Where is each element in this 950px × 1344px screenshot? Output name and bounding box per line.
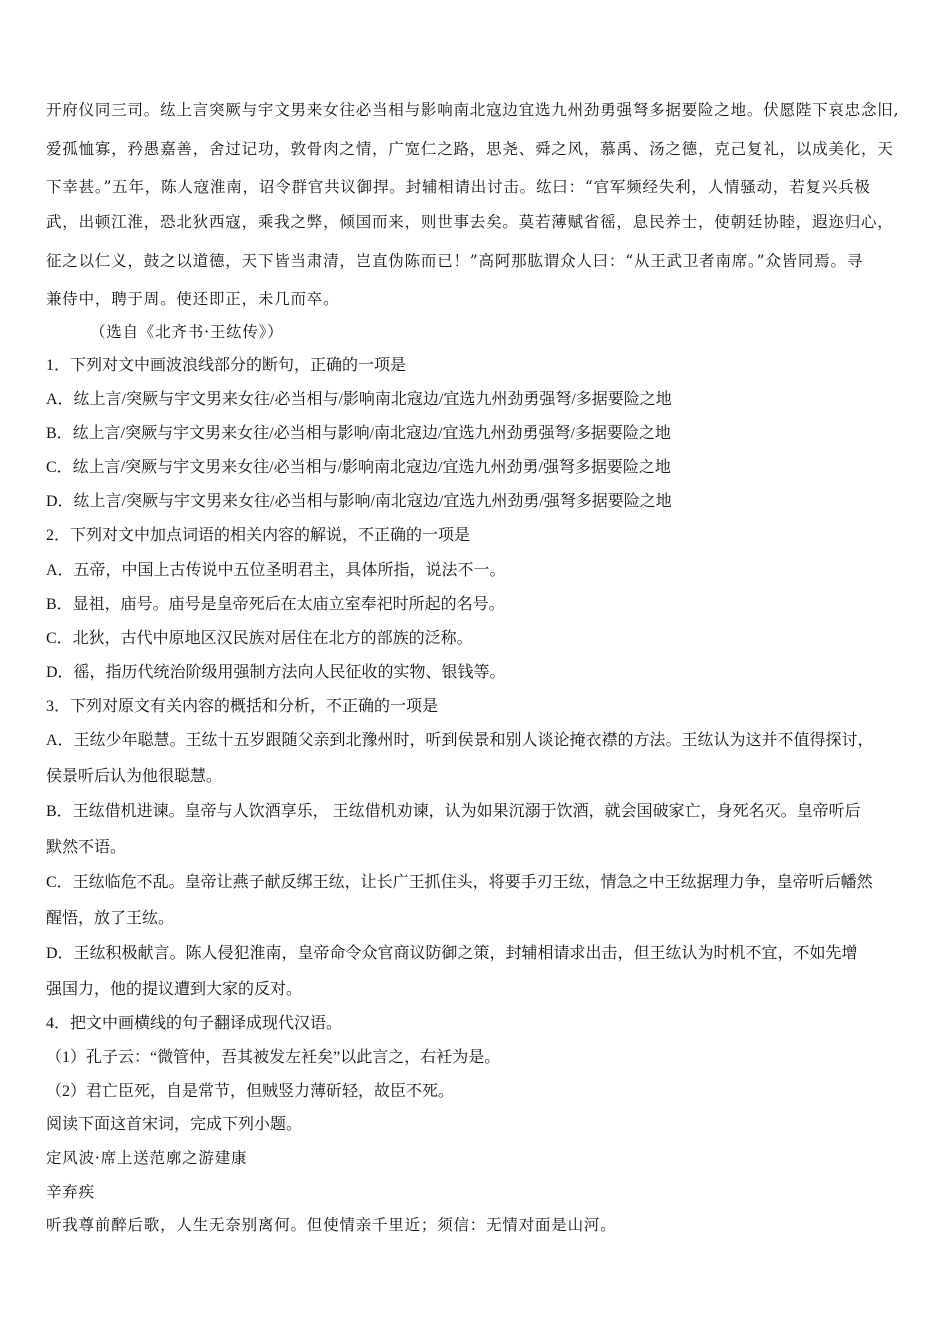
- question-3-option-d-cont: 强国力，他的提议遭到大家的反对。: [46, 981, 303, 998]
- passage-line-6: 兼侍中，聘于周。使还即正，未几而卒。: [46, 290, 340, 308]
- poem-author: 辛弃疾: [46, 1183, 95, 1201]
- question-1-option-b: B．纮上言/突厥与宇文男来女往/必当相与影响/南北寇边/宜选九州劲勇强弩/多据要险之地: [46, 425, 671, 442]
- question-2-option-a: A．五帝，中国上古传说中五位圣明君主，具体所指，说法不一。: [46, 562, 506, 579]
- question-2-option-c: C．北狄，古代中原地区汉民族对居住在北方的部族的泛称。: [46, 630, 473, 647]
- question-3-option-c-cont: 醒悟，放了王纮。: [46, 910, 175, 927]
- question-3-option-c: C．王纮临危不乱。皇帝让燕子献反绑王纮，让长广王抓住头，将要手刃王纮，情急之中王纮据理力争，皇帝听后幡然: [46, 874, 873, 891]
- question-3-option-d: D．王纮积极献言。陈人侵犯淮南，皇帝命令众官商议防御之策，封辅相请求出击，但王纮认为时机不宜，不如先增: [46, 945, 858, 962]
- question-2-stem: 2．下列对文中加点词语的相关内容的解说，不正确的一项是: [46, 527, 471, 544]
- question-3-option-b-cont: 默然不语。: [46, 839, 127, 856]
- question-4-stem: 4．把文中画横线的句子翻译成现代汉语。: [46, 1015, 343, 1032]
- poem-instruction: 阅读下面这首宋词，完成下列小题。: [46, 1116, 303, 1133]
- poem-first-line: 听我尊前醉后歌，人生无奈别离何。但使情亲千里近；须信：无情对面是山河。: [46, 1216, 617, 1234]
- question-1-stem: 1．下列对文中画波浪线部分的断句，正确的一项是: [46, 357, 407, 374]
- passage-line-2: 爱孤恤寡，矜愚嘉善，舍过记功，敦骨肉之情，广宽仁之路，思尧、舜之风，慕禹、汤之德，克己复礼，以成美化，天: [46, 140, 894, 158]
- question-3-option-a-cont: 侯景听后认为他很聪慧。: [46, 768, 223, 785]
- passage-source: （选自《北齐书·王纮传》）: [90, 323, 284, 341]
- question-2-option-b: B．显祖，庙号。庙号是皇帝死后在太庙立室奉祀时所起的名号。: [46, 596, 505, 613]
- passage-line-4: 武，出顿江淮，恐北狄西寇，乘我之弊，倾国而来，则世事去矣。莫若薄赋省徭，息民养士，使朝廷协睦，遐迩归心，: [46, 213, 894, 231]
- passage-line-5: 征之以仁义，鼓之以道德，天下皆当肃清，岂直伪陈而已！”高阿那肱谓众人曰：“从王武卫者南席。”众皆同焉。寻: [46, 252, 864, 270]
- passage-line-1: 开府仪同三司。纮上言突厥与宇文男来女往必当相与影响南北寇边宜选九州劲勇强弩多据要险之地。伏愿陛下哀忠念旧,: [46, 101, 900, 119]
- question-3-option-b: B．王纮借机进谏。皇帝与人饮酒享乐， 王纮借机劝谏，认为如果沉溺于饮酒，就会国破家亡，身死名灭。皇帝听后: [46, 803, 861, 820]
- poem-title: 定风波·席上送范廓之游建康: [46, 1149, 248, 1167]
- question-1-option-a: A．纮上言/突厥与宇文男来女往/必当相与/影响南北寇边/宜选九州劲勇强弩/多据要险之地: [46, 391, 672, 408]
- question-3-stem: 3．下列对原文有关内容的概括和分析，不正确的一项是: [46, 698, 439, 715]
- question-4-item-2: （2）君亡臣死，自是常节，但贼竖力薄斫轻，故臣不死。: [46, 1083, 455, 1100]
- question-3-option-a: A．王纮少年聪慧。王纮十五岁跟随父亲到北豫州时，听到侯景和别人谈论掩衣襟的方法。王纮认为这并不值得探讨，: [46, 732, 874, 749]
- question-1-option-d: D．纮上言/突厥与宇文男来女往/必当相与影响/南北寇边/宜选九州劲勇/强弩多据要险之地: [46, 493, 672, 510]
- passage-line-3: 下幸甚。”五年，陈人寇淮南，诏令群官共议御捍。封辅相请出讨击。纮曰：“官军频经失利，人情骚动，若复兴兵极: [46, 178, 871, 196]
- question-2-option-d: D．徭，指历代统治阶级用强制方法向人民征收的实物、银钱等。: [46, 664, 506, 681]
- question-4-item-1: （1）孔子云：“微管仲，吾其被发左衽矣”以此言之，右衽为是。: [46, 1049, 501, 1066]
- question-1-option-c: C．纮上言/突厥与宇文男来女往/必当相与/影响南北寇边/宜选九州劲勇/强弩多据要险之地: [46, 459, 671, 476]
